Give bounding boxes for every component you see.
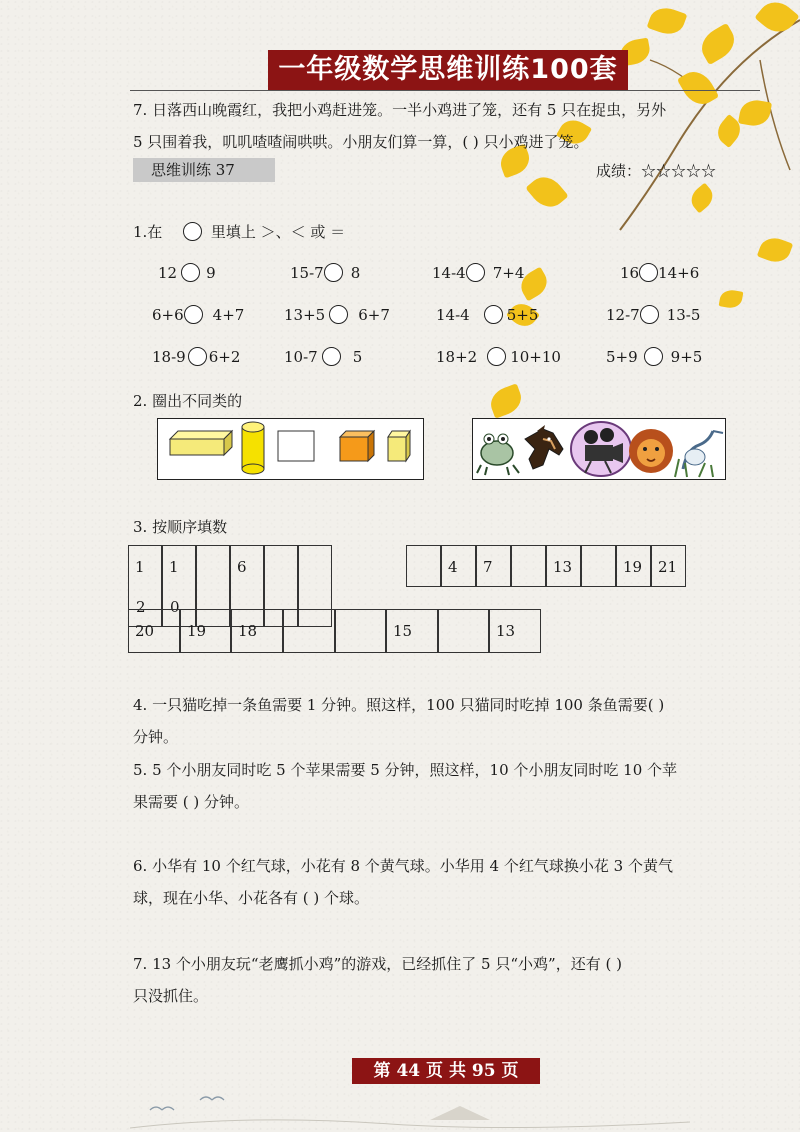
compare-item: 16 14+6: [620, 264, 700, 282]
answer-circle[interactable]: [324, 263, 343, 282]
sequence-cell[interactable]: 13: [489, 609, 541, 653]
answer-circle[interactable]: [466, 263, 485, 282]
answer-circle[interactable]: [487, 347, 506, 366]
shapes-group[interactable]: [157, 418, 424, 480]
sequence-cell[interactable]: [511, 545, 546, 587]
answer-circle[interactable]: [329, 305, 348, 324]
sequence-cell[interactable]: 19: [616, 545, 651, 587]
q2-title: 2. 圈出不同类的: [133, 392, 243, 410]
compare-item: 14-4 5+5: [436, 306, 539, 324]
compare-item: 18-9 6+2: [152, 348, 241, 366]
animals-group[interactable]: [472, 418, 726, 480]
title-divider: [130, 90, 760, 91]
q3-title: 3. 按顺序填数: [133, 518, 228, 536]
cube-icon[interactable]: [340, 431, 374, 461]
compare-circle-icon: [183, 222, 202, 241]
q5-line1: 5. 5 个小朋友同时吃 5 个苹果需要 5 分钟，照这样，10 个小朋友同时吃 10 个苹: [133, 761, 678, 779]
q7-line1: 7. 13 个小朋友玩“老鹰抓小鸡”的游戏，已经抓住了 5 只“小鸡”，还有 ( ): [133, 955, 622, 973]
intro-problem-line2: 5 只围着我，叽叽喳喳闹哄哄。小朋友们算一算，( ) 只小鸡进了笼。: [133, 133, 589, 151]
square-icon[interactable]: [278, 431, 314, 461]
page-title: 一年级数学思维训练100套: [268, 50, 628, 90]
sequence-cell[interactable]: [283, 609, 335, 653]
small-cuboid-icon[interactable]: [388, 431, 410, 461]
q4-line1: 4. 一只猫吃掉一条鱼需要 1 分钟。照这样，100 只猫同时吃掉 100 条鱼需要( ): [133, 696, 665, 714]
section-tag: 思维训练 37: [133, 158, 275, 182]
cuboid-icon[interactable]: [170, 431, 232, 455]
sequence-cell[interactable]: [335, 609, 386, 653]
answer-circle[interactable]: [184, 305, 203, 324]
heron-icon[interactable]: [675, 431, 723, 477]
sequence-carry-digit: 2: [136, 598, 146, 616]
compare-item: 14-4 7+4: [432, 264, 525, 282]
score-label: 成绩：: [596, 162, 642, 180]
sequence-cell[interactable]: [581, 545, 616, 587]
q5-line2: 果需要 ( ) 分钟。: [133, 793, 250, 811]
page-number: 第 44 页 共 95 页: [352, 1058, 540, 1084]
intro-problem-line1: 7. 日落西山晚霞红，我把小鸡赶进笼。一半小鸡进了笼，还有 5 只在捉虫，另外: [133, 101, 667, 119]
answer-circle[interactable]: [484, 305, 503, 324]
answer-circle[interactable]: [181, 263, 200, 282]
lion-icon[interactable]: [629, 429, 673, 473]
compare-item: 13+5 6+7: [284, 306, 390, 324]
q1-title: [133, 221, 345, 242]
answer-circle[interactable]: [640, 305, 659, 324]
bottom-landscape-decoration: [130, 1080, 690, 1130]
score-area: [596, 160, 716, 181]
sequence-cell[interactable]: [438, 609, 489, 653]
q1-title-prefix: 1.在: [133, 223, 163, 241]
score-stars: ☆☆☆☆☆: [641, 162, 717, 180]
cylinder-icon[interactable]: [242, 422, 264, 474]
compare-item: 10-7 5: [284, 348, 363, 366]
q7-line2: 只没抓住。: [133, 987, 209, 1005]
sequence-cell[interactable]: 1: [162, 545, 196, 627]
q4-line2: 分钟。: [133, 728, 179, 746]
sequence-cell[interactable]: 1: [128, 545, 162, 627]
sequence-cell[interactable]: 13: [546, 545, 581, 587]
answer-circle[interactable]: [644, 347, 663, 366]
sequence-cell[interactable]: 15: [386, 609, 438, 653]
horse-icon[interactable]: [525, 425, 563, 469]
compare-item: 12-7 13-5: [606, 306, 701, 324]
sequence-cell[interactable]: 7: [476, 545, 511, 587]
compare-item: 5+9 9+5: [606, 348, 703, 366]
compare-item: 6+6 4+7: [152, 306, 245, 324]
compare-item: 18+2 10+10: [436, 348, 561, 366]
sequence-cell[interactable]: 4: [441, 545, 476, 587]
sequence-carry-digit: 0: [170, 598, 180, 616]
frog-icon[interactable]: [477, 434, 519, 475]
q6-line1: 6. 小华有 10 个红气球，小花有 8 个黄气球。小华用 4 个红气球换小花 3 个黄气: [133, 857, 673, 875]
compare-item: 12 9: [158, 264, 216, 282]
sequence-cell[interactable]: 6: [230, 545, 264, 627]
answer-circle[interactable]: [639, 263, 658, 282]
sequence-cell[interactable]: [406, 545, 441, 587]
camera-icon[interactable]: [571, 422, 631, 476]
sequence-cell[interactable]: 20: [128, 609, 180, 653]
q1-title-suffix: 里填上 ＞、＜ 或 ＝: [210, 223, 346, 241]
sequence-cell[interactable]: 18: [231, 609, 283, 653]
compare-item: 15-7 8: [290, 264, 361, 282]
answer-circle[interactable]: [188, 347, 207, 366]
sequence-cell[interactable]: 19: [180, 609, 231, 653]
q6-line2: 球，现在小华、小花各有 ( ) 个球。: [133, 889, 370, 907]
answer-circle[interactable]: [322, 347, 341, 366]
sequence-cell[interactable]: 21: [651, 545, 686, 587]
